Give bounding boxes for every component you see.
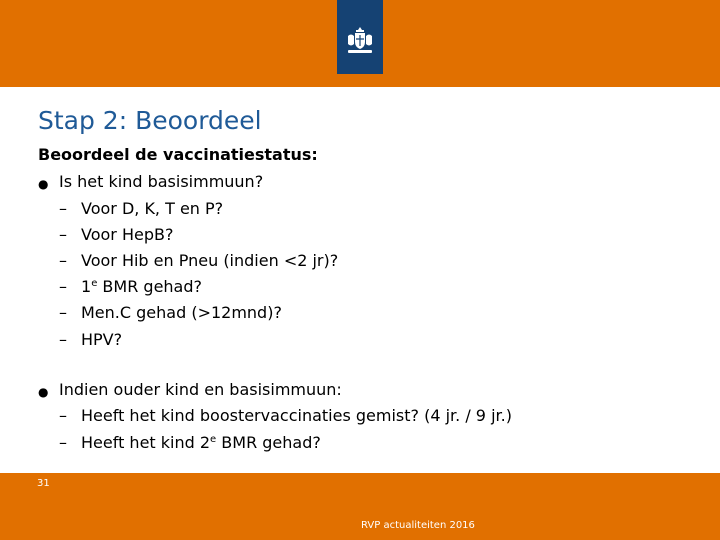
footer-bar [0, 473, 720, 540]
bmr2-superscript: e [210, 434, 217, 445]
dash-icon: – [59, 406, 67, 425]
sub-item-text: Voor Hib en Pneu (indien <2 jr)? [81, 251, 339, 270]
sub-item-text [81, 277, 202, 297]
sub-item-text: HPV? [81, 330, 123, 349]
government-logo [337, 0, 383, 74]
sub-item-text [81, 433, 321, 453]
bmr2-suffix: BMR gehad? [216, 433, 321, 452]
bmr-superscript: e [91, 278, 98, 289]
bmr2-text: Heeft het kind 2 [81, 433, 211, 452]
bullet-text: Indien ouder kind en basisimmuun: [59, 380, 342, 399]
dash-icon: – [59, 277, 67, 296]
dash-icon: – [59, 225, 67, 244]
page-number: 31 [37, 478, 50, 489]
sub-item-text: Men.C gehad (>12mnd)? [81, 303, 282, 322]
coat-of-arms-icon [345, 26, 375, 56]
sub-item-text: Voor HepB? [81, 225, 174, 244]
sub-item-text: Heeft het kind boostervaccinaties gemist? (4 jr. / 9 jr.) [81, 406, 512, 425]
dash-icon: – [59, 199, 67, 218]
bmr-number: 1 [81, 277, 92, 296]
dash-icon: – [59, 330, 67, 349]
bmr-text: BMR gehad? [97, 277, 203, 296]
section-heading: Beoordeel de vaccinatiestatus: [38, 145, 318, 164]
bullet-icon: ● [38, 385, 49, 399]
dash-icon: – [59, 251, 67, 270]
footer-text: RVP actualiteiten 2016 [361, 520, 475, 531]
sub-item-text: Voor D, K, T en P? [81, 199, 224, 218]
bullet-icon: ● [38, 177, 49, 191]
bullet-text: Is het kind basisimmuun? [59, 172, 264, 191]
dash-icon: – [59, 303, 67, 322]
dash-icon: – [59, 433, 67, 452]
slide-title: Stap 2: Beoordeel [38, 106, 262, 135]
